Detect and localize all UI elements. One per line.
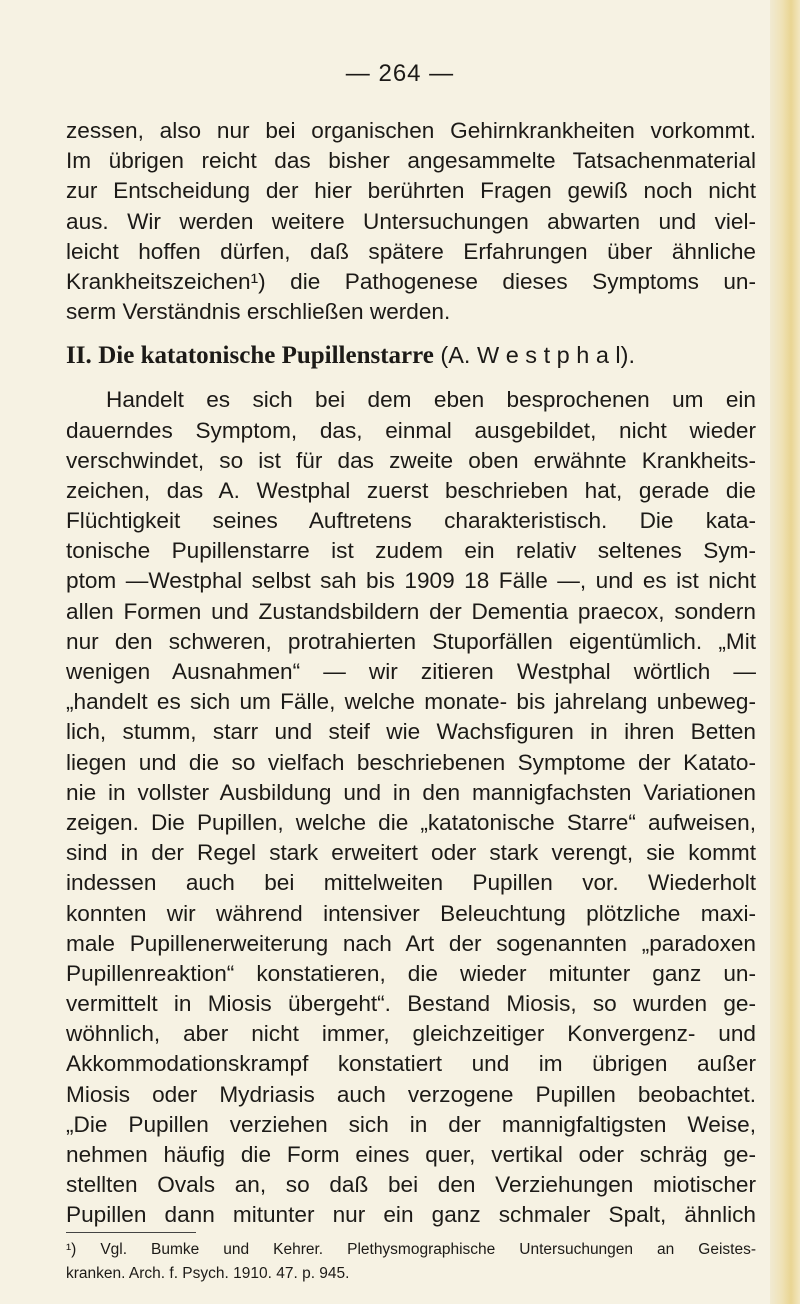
- text-line: ptom —Westphal selbst sah bis 1909 18 Fälle —, und es ist nicht: [66, 568, 756, 594]
- text-line: zur Entscheidung der hier berührten Fragen gewiß noch nicht: [66, 178, 756, 204]
- text-line: Flüchtigkeit seines Auftretens charakteristisch. Die kata-: [66, 508, 756, 534]
- text-line: zessen, also nur bei organischen Gehirnkrankheiten vorkommt.: [66, 118, 756, 143]
- text-line: wöhnlich, aber nicht immer, gleichzeitiger Konvergenz- und: [66, 1021, 756, 1047]
- text-line: serm Verständnis erschließen werden.: [66, 299, 451, 325]
- paragraph-1: [66, 116, 756, 327]
- text-line: zeichen, das A. Westphal zuerst beschrieben hat, gerade die: [66, 477, 756, 503]
- text-line: Im übrigen reicht das bisher angesammelte Tatsachenmaterial: [66, 148, 756, 174]
- section-heading: [66, 339, 756, 371]
- page-edge-shading: [770, 0, 800, 1304]
- text-line: nur den schweren, protrahierten Stuporfällen eigentümlich. „Mit: [66, 628, 756, 654]
- text-line: sind in der Regel stark erweitert oder stark verengt, sie kommt: [66, 840, 756, 866]
- text-line: wenigen Ausnahmen“ — wir zitieren Westphal wörtlich —: [66, 659, 756, 684]
- section-title: Die katatonische Pupillenstarre: [98, 342, 434, 370]
- text-line: Krankheitszeichen¹) die Pathogenese dieses Symptoms un-: [66, 268, 756, 294]
- footnote-line: kranken. Arch. f. Psych. 1910. 47. p. 945.: [66, 1265, 350, 1282]
- page-number: — 264 —: [345, 60, 455, 87]
- text-line: Akkommodationskrampf konstatiert und im übrigen außer: [66, 1051, 756, 1077]
- text-line: Miosis oder Mydriasis auch verzogene Pupillen beobachtet.: [66, 1081, 756, 1107]
- paragraph-2: [66, 385, 756, 1230]
- footnote-divider: [66, 1232, 196, 1233]
- body-text: [66, 116, 756, 1231]
- text-line: „handelt es sich um Fälle, welche monate- bis jahrelang unbeweg-: [66, 689, 756, 715]
- text-line: aus. Wir werden weitere Untersuchungen abwarten und viel-: [66, 208, 756, 234]
- section-number: II.: [66, 342, 92, 370]
- footnote: [66, 1238, 756, 1286]
- text-line: Handelt es sich bei dem eben besprochenen um ein: [106, 387, 756, 413]
- text-line: dauerndes Symptom, das, einmal ausgebildet, nicht wieder: [66, 417, 756, 443]
- text-line: vermittelt in Miosis übergeht“. Bestand Miosis, so wurden ge-: [66, 991, 756, 1017]
- text-line: Pupillenreaktion“ konstatieren, die wieder mitunter ganz un-: [66, 960, 756, 986]
- text-line: allen Formen und Zustandsbildern der Dementia praecox, sondern: [66, 598, 756, 624]
- text-line: nehmen häufig die Form eines quer, vertikal oder schräg ge-: [66, 1142, 756, 1167]
- text-line: konnten wir während intensiver Beleuchtung plötzliche maxi-: [66, 900, 756, 926]
- text-line: male Pupillenerweiterung nach Art der sogenannten „paradoxen: [66, 930, 756, 956]
- text-line: leicht hoffen dürfen, daß spätere Erfahrungen über ähnliche: [66, 238, 756, 264]
- text-line: zeigen. Die Pupillen, welche die „katatonische Starre“ aufweisen,: [66, 809, 756, 835]
- text-line: tonische Pupillenstarre ist zudem ein relativ seltenes Sym-: [66, 538, 756, 564]
- text-line: lich, stumm, starr und steif wie Wachsfiguren in ihren Betten: [66, 719, 756, 745]
- section-attribution: (A. W e s t p h a l).: [440, 342, 635, 369]
- text-line: nie in vollster Ausbildung und in den mannigfachsten Variationen: [66, 779, 756, 805]
- text-line: stellten Ovals an, so daß bei den Verziehungen miotischer: [66, 1172, 756, 1198]
- text-line: Pupillen dann mitunter nur ein ganz schmaler Spalt, ähnlich: [66, 1202, 756, 1228]
- footnote-line: ¹) Vgl. Bumke und Kehrer. Plethysmographische Untersuchungen an Geistes-: [66, 1241, 756, 1258]
- text-line: verschwindet, so ist für das zweite oben erwähnte Krankheits-: [66, 447, 756, 473]
- text-line: indessen auch bei mittelweiten Pupillen vor. Wiederholt: [66, 870, 756, 896]
- text-line: liegen und die so vielfach beschriebenen Symptome der Katato-: [66, 749, 756, 775]
- text-line: „Die Pupillen verziehen sich in der mannigfaltigsten Weise,: [66, 1111, 756, 1137]
